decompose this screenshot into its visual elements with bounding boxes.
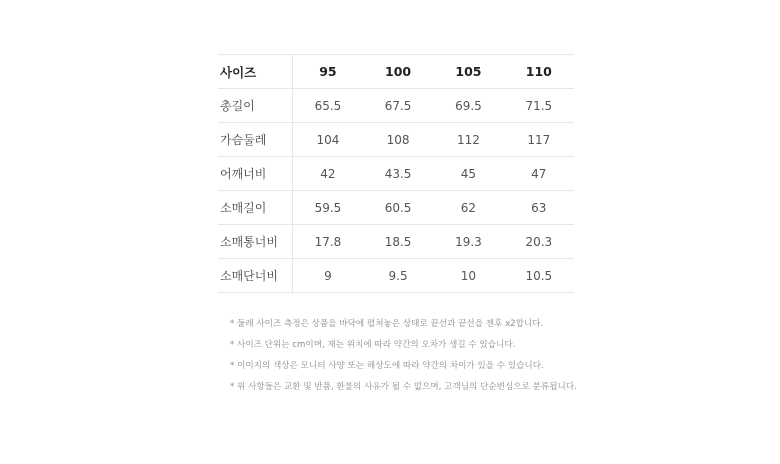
note-item: * 위 사항들은 교환 및 반품, 환불의 사유가 될 수 없으며, 고객님의 단순변심으로 분류됩니다. (230, 382, 577, 392)
row-label: 소매길이 (218, 191, 293, 225)
size-header-110: 110 (504, 55, 574, 89)
cell-value: 45 (433, 157, 503, 191)
cell-value: 108 (363, 123, 433, 157)
cell-value: 60.5 (363, 191, 433, 225)
cell-value: 104 (293, 123, 363, 157)
row-total-length (218, 89, 574, 123)
size-header-row (218, 55, 574, 89)
row-sleeve-length (218, 191, 574, 225)
size-header-100: 100 (363, 55, 433, 89)
cell-value: 9 (293, 259, 363, 293)
cell-value: 69.5 (433, 89, 503, 123)
row-shoulder (218, 157, 574, 191)
cell-value: 62 (433, 191, 503, 225)
cell-value: 63 (504, 191, 574, 225)
cell-value: 117 (504, 123, 574, 157)
note-item: * 둘레 사이즈 측정은 상품을 바닥에 펼쳐놓은 상태로 끝선과 끝선을 잰후 x2합니다. (230, 319, 544, 329)
cell-value: 67.5 (363, 89, 433, 123)
size-header-95: 95 (293, 55, 363, 89)
size-notes (230, 316, 577, 400)
cell-value: 112 (433, 123, 503, 157)
row-sleeve-width (218, 225, 574, 259)
cell-value: 71.5 (504, 89, 574, 123)
row-cuff-width (218, 259, 574, 293)
cell-value: 19.3 (433, 225, 503, 259)
cell-value: 65.5 (293, 89, 363, 123)
row-label: 가슴둘레 (218, 123, 293, 157)
cell-value: 42 (293, 157, 363, 191)
size-header-label: 사이즈 (218, 55, 293, 89)
note-item: * 이미지의 색상은 모니터 사양 또는 해상도에 따라 약간의 차이가 있을 수 있습니다. (230, 361, 544, 371)
cell-value: 59.5 (293, 191, 363, 225)
size-table (218, 54, 574, 293)
size-header-105: 105 (433, 55, 503, 89)
row-label: 소매단너비 (218, 259, 293, 293)
cell-value: 9.5 (363, 259, 433, 293)
row-label: 총길이 (218, 89, 293, 123)
cell-value: 20.3 (504, 225, 574, 259)
cell-value: 43.5 (363, 157, 433, 191)
cell-value: 10.5 (504, 259, 574, 293)
row-label: 어깨너비 (218, 157, 293, 191)
row-chest (218, 123, 574, 157)
cell-value: 17.8 (293, 225, 363, 259)
note-item: * 사이즈 단위는 cm이며, 재는 위치에 따라 약간의 오차가 생길 수 있습니다. (230, 340, 516, 350)
cell-value: 10 (433, 259, 503, 293)
cell-value: 47 (504, 157, 574, 191)
cell-value: 18.5 (363, 225, 433, 259)
row-label: 소매통너비 (218, 225, 293, 259)
